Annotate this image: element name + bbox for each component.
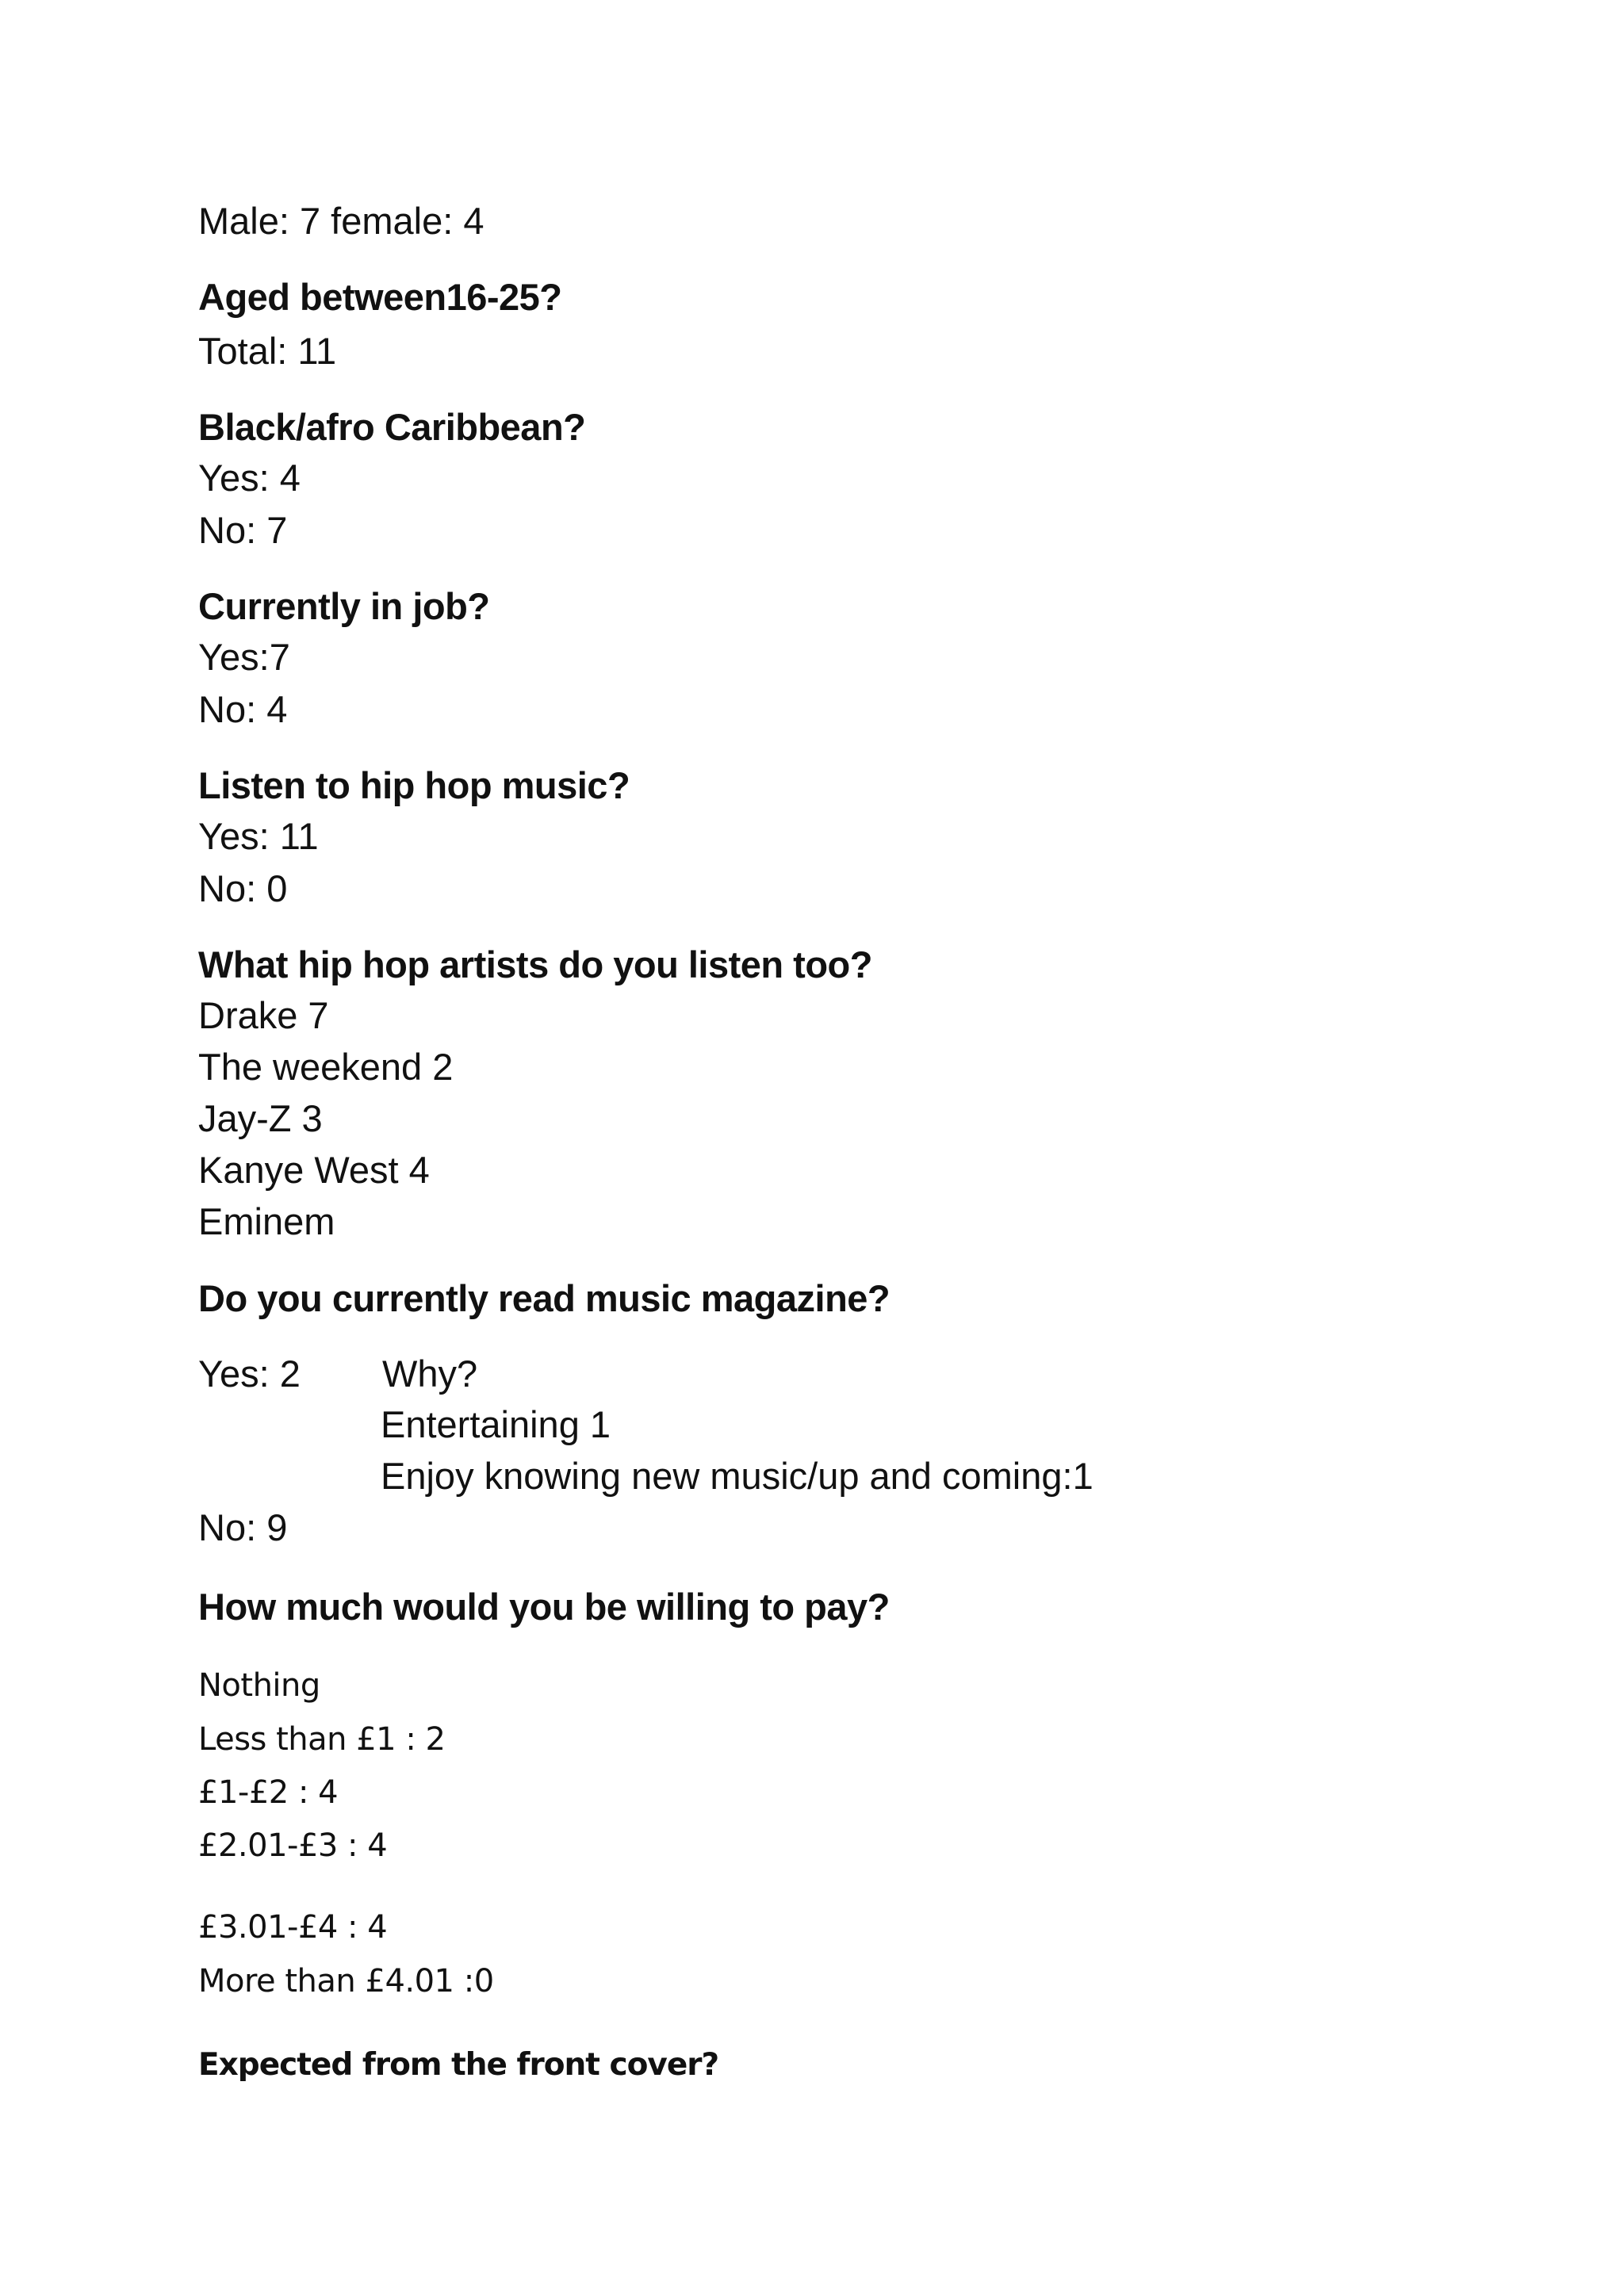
- answer-hiphop-no: No: 0: [198, 867, 288, 909]
- magazine-reason: Enjoy knowing new music/up and coming:1: [381, 1455, 1094, 1497]
- answer-job-yes: Yes:7: [198, 636, 290, 678]
- answer-ethnicity-no: No: 7: [198, 509, 288, 551]
- question-ethnicity: Black/afro Caribbean?: [198, 406, 586, 448]
- answer-ethnicity-yes: Yes: 4: [198, 457, 301, 499]
- question-hiphop: Listen to hip hop music?: [198, 764, 630, 806]
- magazine-reason: Entertaining 1: [381, 1403, 611, 1445]
- answer-age-total: Total: 11: [198, 330, 337, 372]
- answer-magazine-no: No: 9: [198, 1506, 288, 1548]
- answer-pay: £2.01-£3 : 4: [198, 1827, 388, 1864]
- answer-artist: Eminem: [198, 1200, 335, 1242]
- answer-artist: Jay-Z 3: [198, 1097, 323, 1139]
- answer-pay: Less than £1 : 2: [198, 1721, 446, 1758]
- magazine-why-label: Why?: [382, 1353, 478, 1395]
- answer-hiphop-yes: Yes: 11: [198, 815, 319, 857]
- answer-job-no: No: 4: [198, 688, 288, 730]
- question-job: Currently in job?: [198, 585, 490, 627]
- answer-pay: More than £4.01 :0: [198, 1963, 494, 1999]
- question-cover: Expected from the front cover?: [198, 2047, 719, 2083]
- answer-artist: Drake 7: [198, 994, 329, 1036]
- gender-summary: Male: 7 female: 4: [198, 200, 485, 242]
- answer-pay: £3.01-£4 : 4: [198, 1909, 388, 1946]
- question-age: Aged between16-25?: [198, 276, 562, 318]
- question-pay: How much would you be willing to pay?: [198, 1586, 890, 1628]
- answer-pay: Nothing: [198, 1667, 320, 1704]
- answer-pay: £1-£2 : 4: [198, 1774, 339, 1811]
- answer-magazine-yes: Yes: 2: [198, 1353, 301, 1395]
- answer-artist: The weekend 2: [198, 1046, 454, 1088]
- question-artists: What hip hop artists do you listen too?: [198, 943, 872, 985]
- answer-artist: Kanye West 4: [198, 1149, 430, 1191]
- question-magazine: Do you currently read music magazine?: [198, 1277, 891, 1319]
